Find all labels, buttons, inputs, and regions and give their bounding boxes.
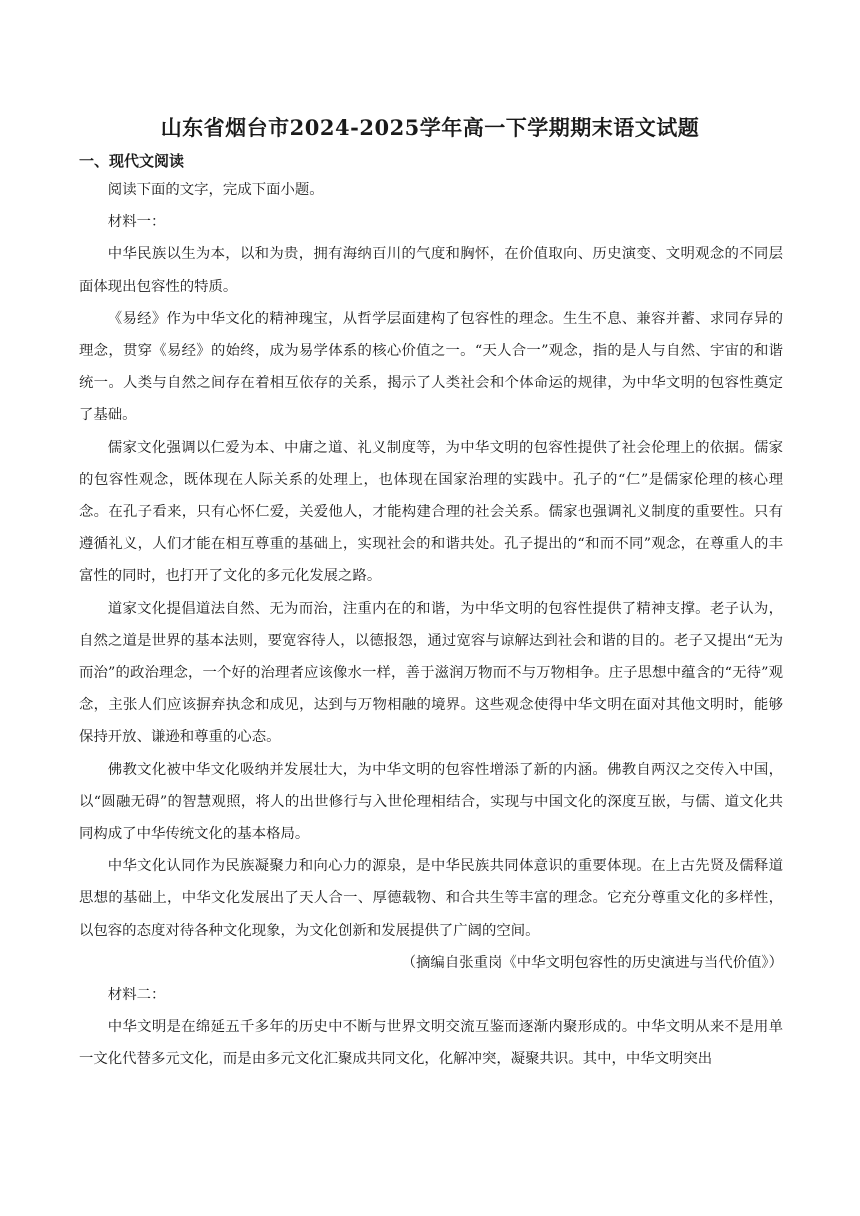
document-title: 山东省烟台市2024-2025学年高一下学期期末语文试题 — [160, 115, 700, 140]
document-body — [79, 174, 783, 1076]
section-heading: 一、现代文阅读 — [79, 152, 185, 170]
material1-paragraph: 中华民族以生为本，以和为贵，拥有海纳百川的气度和胸怀，在价值取向、历史演变、文明观念的不同层面体现出包容性的特质。 — [79, 246, 783, 295]
material1-paragraph: 《易经》作为中华文化的精神瑰宝，从哲学层面建构了包容性的理念。生生不息、兼容并蓄、求同存异的理念，贯穿《易经》的始终，成为易学体系的核心价值之一。“天人合一”观念，指的是人与自然、宇宙的和谐统一。人类与自然之间存在着相互依存的关系，揭示了人类社会和个体命运的规律，为中华文明的包容性奠定了基础。 — [79, 310, 783, 424]
material1-paragraph: 佛教文化被中华文化吸纳并发展壮大，为中华文明的包容性增添了新的内涵。佛教自两汉之交传入中国，以“圆融无碍”的智慧观照，将人的出世修行与入世伦理相结合，实现与中国文化的深度互嵌，与儒、道文化共同构成了中华传统文化的基本格局。 — [79, 761, 783, 843]
material1-label: 材料一： — [107, 214, 166, 231]
material1-paragraph: 中华文化认同作为民族凝聚力和向心力的源泉，是中华民族共同体意识的重要体现。在上古先贤及儒释道思想的基础上，中华文化发展出了天人合一、厚德载物、和合共生等丰富的理念。它充分尊重文化的多样性，以包容的态度对待各种文化现象，为文化创新和发展提供了广阔的空间。 — [79, 858, 783, 939]
material1-paragraph: 儒家文化强调以仁爱为本、中庸之道、礼义制度等，为中华文明的包容性提供了社会伦理上的依据。儒家的包容性观念，既体现在人际关系的处理上，也体现在国家治理的实践中。孔子的“仁”是儒家伦理的核心理念。在孔子看来，只有心怀仁爱，关爱他人，才能构建合理的社会关系。儒家也强调礼义制度的重要性。只有遵循礼义，人们才能在相互尊重的基础上，实现社会的和谐共处。孔子提出的“和而不同”观念，在尊重人的丰富性的同时，也打开了文化的多元化发展之路。 — [79, 439, 783, 585]
material1-paragraph: 道家文化提倡道法自然、无为而治，注重内在的和谐，为中华文明的包容性提供了精神支撑。老子认为，自然之道是世界的基本法则，要宽容待人，以德报怨，通过宽容与谅解达到社会和谐的目的。老子又提出“无为而治”的政治理念，一个好的治理者应该像水一样，善于滋润万物而不与万物相争。庄子思想中蕴含的“无待”观念，主张人们应该摒弃执念和成见，达到与万物相融的境界。这些观念使得中华文明在面对其他文明时，能够保持开放、谦逊和尊重的心态。 — [79, 600, 783, 746]
instruction-text: 阅读下面的文字，完成下面小题。 — [107, 182, 324, 198]
material2-paragraph: 中华文明是在绵延五千多年的历史中不断与世界文明交流互鉴而逐渐内聚形成的。中华文明从来不是用单一文化代替多元文化，而是由多元文化汇聚成共同文化，化解冲突，凝聚共识。其中，中华文明突出 — [79, 1019, 783, 1068]
material2-label: 材料二： — [107, 987, 166, 1004]
material1-source: （摘编自张重岗《中华文明包容性的历史演进与当代价值》） — [401, 954, 783, 971]
